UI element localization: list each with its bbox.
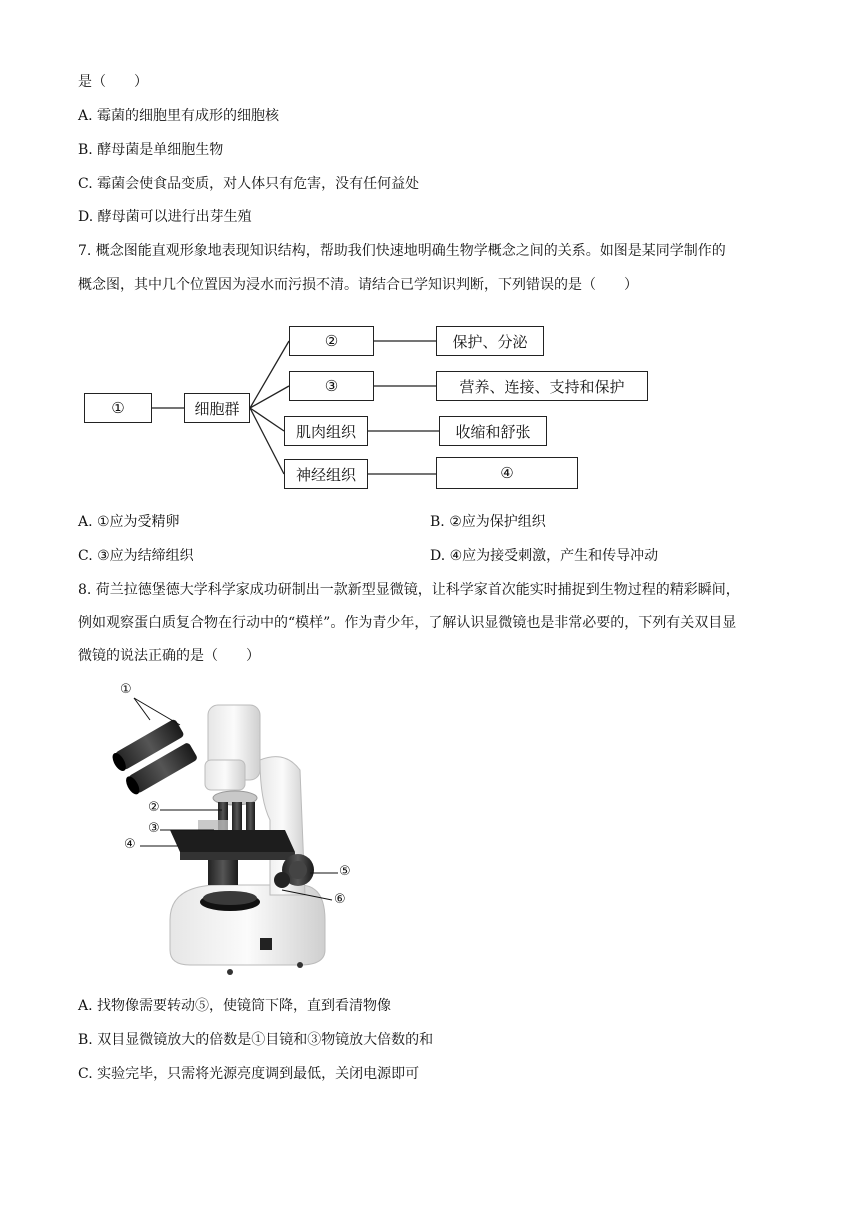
q8-stem-line3: 微镜的说法正确的是（ ） bbox=[78, 648, 260, 664]
q8-option-a: A. 找物像需要转动⑤，使镜筒下降，直到看清物像 bbox=[78, 998, 392, 1014]
q7-stem-line1: 7. 概念图能直观形象地表现知识结构，帮助我们快速地明确生物学概念之间的关系。如图是某同学制作的 bbox=[78, 243, 726, 259]
callout-label-5: ⑤ bbox=[339, 864, 351, 879]
q7-option-d: D. ④应为接受刺激，产生和传导冲动 bbox=[430, 548, 659, 564]
concept-tissue-box-4: 神经组织 bbox=[284, 459, 368, 489]
callout-label-3: ③ bbox=[148, 821, 160, 836]
concept-function-box-2: 营养、连接、支持和保护 bbox=[436, 371, 648, 401]
q7-option-b: B. ②应为保护组织 bbox=[430, 514, 546, 530]
q6-option-b: B. 酵母菌是单细胞生物 bbox=[78, 142, 224, 158]
concept-map-figure bbox=[84, 320, 664, 490]
q8-option-c: C. 实验完毕，只需将光源亮度调到最低，关闭电源即可 bbox=[78, 1066, 420, 1082]
concept-middle-box: 细胞群 bbox=[184, 393, 250, 423]
q7-stem-line2: 概念图，其中几个位置因为浸水而污损不清。请结合已学知识判断，下列错误的是（ ） bbox=[78, 277, 638, 293]
concept-root-box: ① bbox=[84, 393, 152, 423]
q6-option-a: A. 霉菌的细胞里有成形的细胞核 bbox=[78, 108, 280, 124]
q6-option-c: C. 霉菌会使食品变质，对人体只有危害，没有任何益处 bbox=[78, 176, 420, 192]
concept-function-box-4: ④ bbox=[436, 457, 578, 489]
callout-label-2: ② bbox=[148, 800, 160, 815]
microscope-figure bbox=[110, 680, 370, 980]
q6-option-d: D. 酵母菌可以进行出芽生殖 bbox=[78, 209, 252, 225]
q8-stem-line1: 8. 荷兰拉德堡德大学科学家成功研制出一款新型显微镜，让科学家首次能实时捕捉到生物过程的精彩瞬间， bbox=[78, 582, 740, 598]
q6-stem-tail: 是（ ） bbox=[78, 74, 148, 90]
q8-option-b: B. 双目显微镜放大的倍数是①目镜和③物镜放大倍数的和 bbox=[78, 1032, 434, 1048]
concept-function-box-3: 收缩和舒张 bbox=[439, 416, 547, 446]
concept-tissue-box-2: ③ bbox=[289, 371, 374, 401]
concept-function-box-1: 保护、分泌 bbox=[436, 326, 544, 356]
callout-label-6: ⑥ bbox=[334, 892, 346, 907]
callout-label-1: ① bbox=[120, 682, 132, 697]
callout-label-4: ④ bbox=[124, 837, 136, 852]
concept-tissue-box-3: 肌肉组织 bbox=[284, 416, 368, 446]
q7-option-a: A. ①应为受精卵 bbox=[78, 514, 180, 530]
q7-option-c: C. ③应为结缔组织 bbox=[78, 548, 194, 564]
q8-stem-line2: 例如观察蛋白质复合物在行动中的“模样”。作为青少年，了解认识显微镜也是非常必要的，下列有关双目显 bbox=[78, 615, 737, 631]
concept-tissue-box-1: ② bbox=[289, 326, 374, 356]
